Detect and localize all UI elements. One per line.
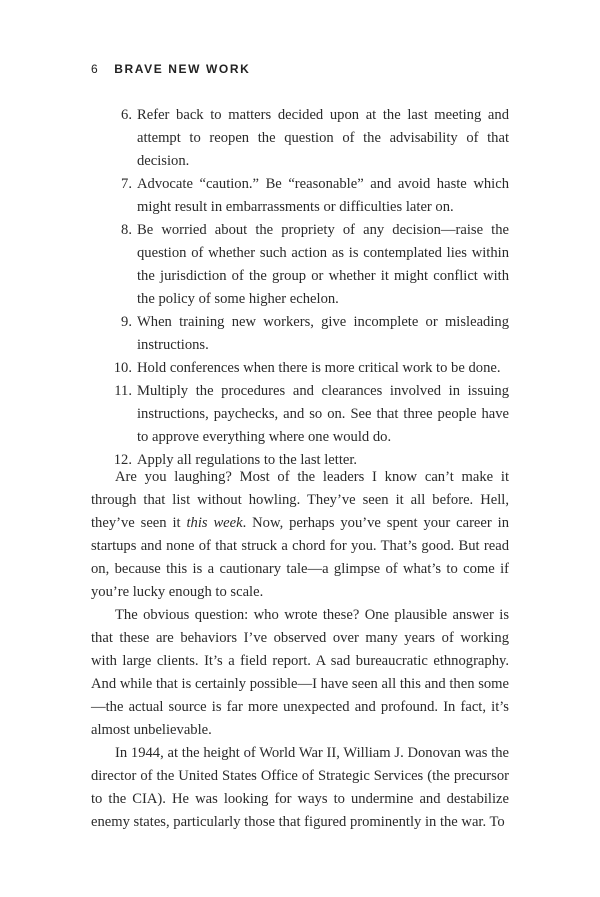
list-item — [91, 104, 509, 173]
list-item-text: Be worried about the propriety of any decision—raise the question of whether such action as is contemplated lies within the jurisdiction of the group or whether it might conflict with the policy of some higher echelon. — [137, 222, 509, 307]
list-item-text: Multiply the procedures and clearances involved in issuing instructions, paychecks, and so on. See that three people have to approve everything where one would do. — [137, 383, 509, 445]
list-item-number: 9. — [121, 314, 132, 330]
list-item — [91, 380, 509, 449]
list-item-text: Apply all regulations to the last letter. — [137, 452, 358, 468]
list-item — [91, 219, 509, 311]
body-text — [91, 466, 509, 834]
list-item-text: Refer back to matters decided upon at the last meeting and attempt to reopen the question of the advisability of that decision. — [137, 107, 509, 169]
running-title: BRAVE NEW WORK — [114, 62, 251, 76]
paragraph: In 1944, at the height of World War II, William J. Donovan was the director of the United States Office of Strategic Services (the precursor to the CIA). He was looking for ways to undermine and destabilize enemy states, particularly those that figured prominently in the war. To — [91, 745, 509, 830]
list-item-text: Hold conferences when there is more critical work to be done. — [137, 360, 501, 376]
list-item — [91, 311, 509, 357]
paragraph: The obvious question: who wrote these? One plausible answer is that these are behaviors I’ve observed over many years of working with large clients. It’s a field report. A sad bureaucratic ethnography. And while that is certainly possible—I have seen all this and then some—the actual source is far more unexpected and profound. In fact, it’s almost unbelievable. — [91, 607, 509, 738]
list-item-text: Advocate “caution.” Be “reasonable” and avoid haste which might result in embarrassments or difficulties later on. — [137, 176, 509, 215]
list-item — [91, 357, 509, 380]
running-header — [91, 62, 250, 76]
sabotage-list — [91, 104, 509, 472]
list-item-number: 6. — [121, 107, 132, 123]
list-item-number: 12. — [113, 452, 132, 468]
emphasis: this week — [186, 515, 243, 531]
list-item-number: 11. — [114, 383, 132, 399]
paragraph: Are you laughing? Most of the leaders I know can’t make it through that list without howling. They’ve seen it all before. Hell, they’ve seen it this week. Now, perhaps you’ve spent your career in startups and none of that struck a chord for you. That’s good. But read on, because this is a cautionary tale—a glimpse of what’s to come if you’re lucky enough to scale. — [91, 469, 509, 600]
list-item-number: 8. — [121, 222, 132, 238]
list-item — [91, 173, 509, 219]
list-item-text: When training new workers, give incomplete or misleading instructions. — [137, 314, 509, 353]
page-number: 6 — [91, 62, 100, 76]
list-item-number: 7. — [121, 176, 132, 192]
list-item-number: 10. — [113, 360, 132, 376]
